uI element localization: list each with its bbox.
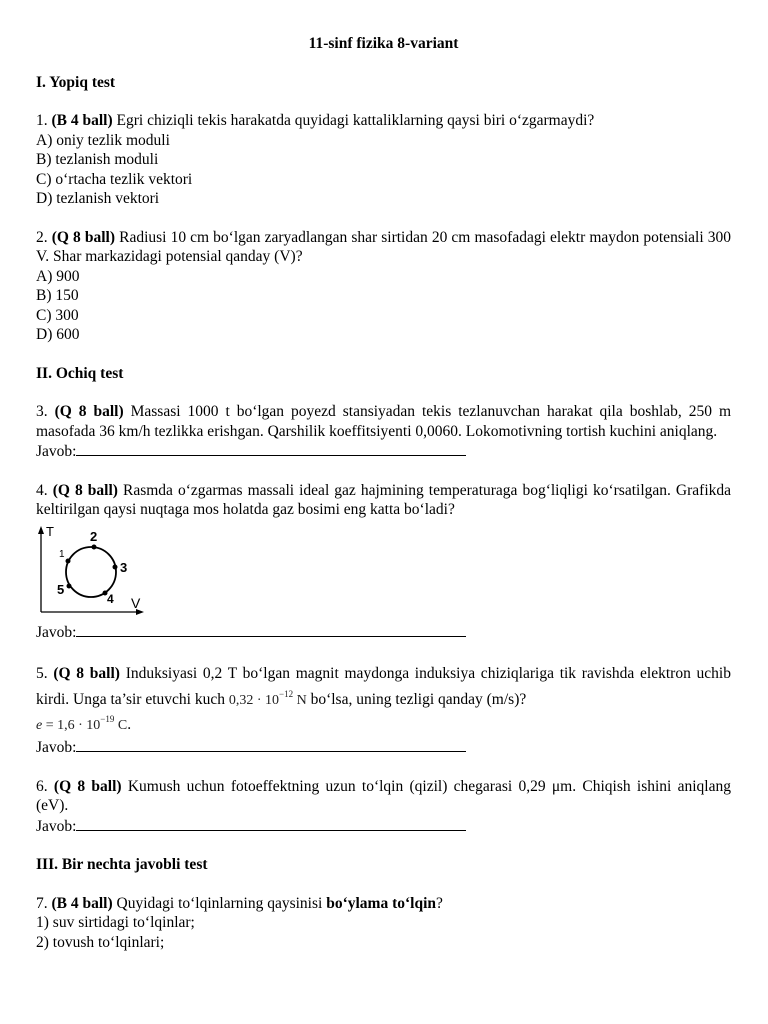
v-axis-label: V (131, 594, 141, 611)
question-points: (Q 8 ball) (53, 777, 122, 795)
state-point-3 (113, 564, 118, 569)
force-exponent: −12 (279, 689, 294, 699)
state-point-1 (66, 558, 71, 563)
question-6 (36, 777, 731, 837)
answer-blank[interactable] (76, 622, 466, 637)
option: 2) tovush to‘lqinlari; (36, 933, 165, 951)
question-text: Rasmda o‘zgarmas massali ideal gaz hajmining temperaturaga bog‘liqligi ko‘rsatilgan. Grafikda keltirilgan qaysi nuqtaga mos holatda gaz bosimi eng katta bo‘ladi? (36, 481, 732, 518)
force-formula (228, 689, 307, 708)
question-number: 1. (36, 112, 48, 129)
question-text: Egri chiziqli tekis harakatda quyidagi kattaliklarning qaysi biri o‘zgarmaydi? (116, 112, 595, 129)
question-points: (Q 8 ball) (52, 481, 118, 499)
t-axis-arrow-icon (38, 526, 44, 534)
question-text: Quyidagi to‘lqinlarning qaysinisi (116, 894, 323, 912)
question-text: Radiusi 10 cm bo‘lgan zaryadlangan shar sirtidan 20 cm masofadagi elektr maydon potensiali 300 V. Shar markazidagi potensial qanday (V)? (36, 228, 731, 265)
answer-line[interactable] (36, 622, 731, 643)
force-mantissa: 0,32 · 10 (228, 693, 280, 708)
tv-diagram (36, 524, 731, 620)
question-text: Induksiyasi 0,2 T bo‘lgan magnit maydonga induksiya chiziqlariga tik ravishda elektron uchib kirdi. Unga ta’sir etuvchi kuch (36, 665, 731, 708)
answer-blank[interactable] (76, 816, 466, 831)
force-unit: N (296, 693, 307, 708)
question-number: 2. (36, 228, 48, 246)
state-point-5 (67, 583, 72, 588)
option: B) 150 (36, 287, 79, 304)
question-points: (Q 8 ball) (53, 665, 120, 682)
question-number: 6. (36, 777, 48, 795)
charge-formula (36, 714, 128, 733)
t-axis-label: T (46, 523, 54, 539)
question-mark: ? (436, 894, 443, 912)
question-4 (36, 481, 731, 643)
answer-line[interactable] (36, 737, 731, 758)
answer-blank[interactable] (76, 441, 466, 456)
answer-label: Javob: (36, 623, 77, 641)
question-points: (Q 8 ball) (51, 228, 116, 246)
question-text: Massasi 1000 t bo‘lgan poyezd stansiyadan tekis tezlanuvchan harakat qila boshlab, 250 m masofada 36 km/h tezlikka erishgan. Qarshilik koeffitsiyenti 0,0060. Lokomotivning tortish kuchini aniqlang. (36, 403, 732, 440)
charge-unit: C (117, 718, 128, 733)
point-label-1: 1 (59, 548, 65, 560)
point-label-3: 3 (120, 559, 128, 575)
section-heading-multiple-answer: III. Bir nechta javobli test (36, 856, 208, 873)
option: D) 600 (36, 326, 80, 343)
option: 1) suv sirtidagi to‘lqinlar; (36, 914, 195, 931)
point-label-4: 4 (107, 591, 114, 606)
tv-diagram-svg (36, 524, 146, 618)
question-emphasis: bo‘ylama to‘lqin (326, 894, 437, 912)
option: D) tezlanish vektori (36, 190, 160, 207)
option: A) 900 (36, 267, 80, 285)
question-5: 5. (Q 8 ball) Induksiyasi 0,2 T bo‘lgan magnit maydonga induksiya chiziqlariga tik ravishda elektron uchib kirdi. Unga ta’sir etuvchi kuch $0,32 \cdot 10^{-12}$ N bo‘lsa, uning tezligi qanday (m/s)? $e = 1,6 \cdot 10^{-19}$ C. Javob: (36, 665, 731, 756)
question-2 (36, 228, 731, 345)
state-point-2 (92, 544, 97, 549)
question-number: 7. (36, 894, 48, 912)
answer-label: Javob: (36, 443, 77, 460)
question-1 (36, 111, 731, 209)
question-points: (B 4 ball) (51, 894, 113, 912)
option: C) 300 (36, 306, 79, 324)
charge-exponent: −19 (100, 714, 115, 724)
question-points: (B 4 ball) (51, 112, 113, 129)
question-number: 4. (36, 481, 48, 499)
charge-mantissa: = 1,6 · 10 (42, 718, 101, 733)
cycle-circle (66, 547, 116, 597)
charge-symbol: e (36, 718, 43, 733)
page-title: 11-sinf fizika 8-variant (308, 35, 459, 52)
question-number: 5. (36, 665, 48, 682)
question-3 (36, 402, 731, 462)
section-heading-open-test: II. Ochiq test (36, 364, 124, 382)
answer-blank[interactable] (76, 737, 466, 752)
answer-label: Javob: (36, 817, 77, 835)
option: B) tezlanish moduli (36, 151, 159, 168)
answer-line[interactable] (36, 441, 731, 462)
option: C) o‘rtacha tezlik vektori (36, 170, 193, 188)
question-points: (Q 8 ball) (54, 403, 124, 420)
worksheet-page (36, 34, 731, 971)
question-number: 3. (36, 403, 48, 420)
point-label-5: 5 (57, 581, 65, 597)
question-text: Kumush uchun fotoeffektning uzun to‘lqin (qizil) chegarasi 0,29 μm. Chiqish ishini aniqlang (eV). (36, 777, 731, 814)
question-text-cont: bo‘lsa, uning tezligi qanday (m/s)? (310, 691, 527, 708)
point-label-2: 2 (90, 528, 98, 544)
section-heading-closed-test: I. Yopiq test (36, 73, 116, 91)
answer-label: Javob: (36, 739, 77, 756)
option: A) oniy tezlik moduli (36, 131, 170, 149)
question-7 (36, 894, 731, 953)
answer-line[interactable] (36, 816, 731, 837)
